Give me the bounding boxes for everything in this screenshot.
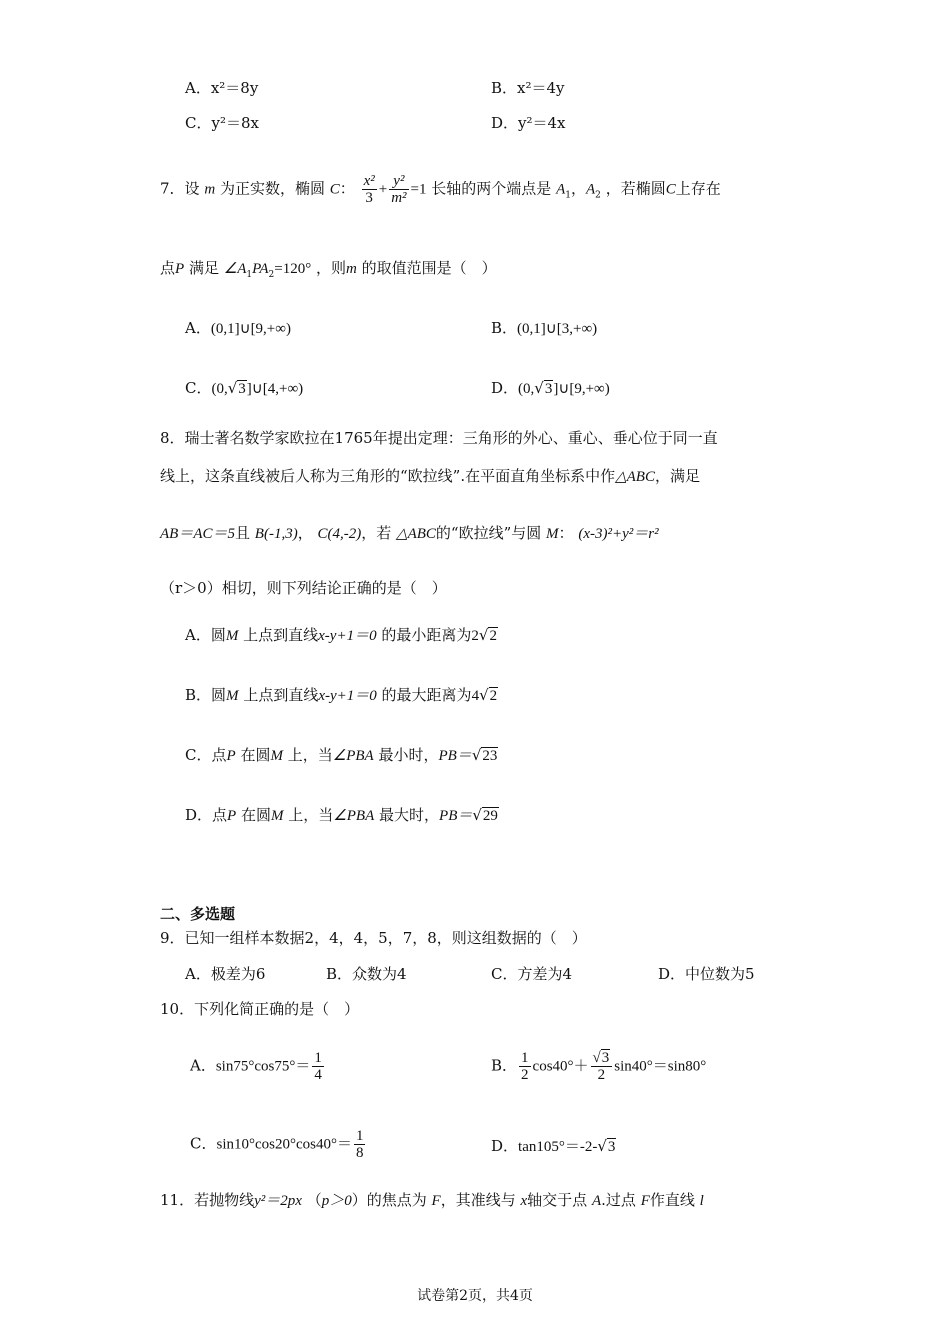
- q10-option-a: A．sin75°cos75°＝ $\frac{1}{4}$: [190, 1050, 322, 1083]
- q7-option-b: B．(0,1]∪[3,+∞): [491, 319, 598, 337]
- q6-option-b: B．x²＝4y: [491, 79, 565, 97]
- q8-option-d: D．点P 在圆M 上，当∠PBA 最大时，PB＝√29: [185, 806, 498, 824]
- q11-stem: 11．若抛物线y²＝2px （p＞0）的焦点为 F，其准线与 x轴交于点 A.过点 F作直线 l: [160, 1191, 704, 1209]
- q8-stem-line3: AB＝AC＝5且 B(-1,3)， C(4,-2)，若 △ABC的“欧拉线”与圆 M： (x-3)²+y²＝r²: [160, 524, 659, 542]
- q7-frac-x: $\frac{\text{x²}}{3}$: [363, 173, 375, 206]
- q7-option-a: A．(0,1]∪[9,+∞): [185, 319, 291, 337]
- q9-stem: 9．已知一组样本数据2，4，4，5，7，8，则这组数据的（ ）: [160, 929, 587, 947]
- q9-option-c: C．方差为4: [491, 965, 573, 983]
- q8-stem-line2: 线上，这条直线被后人称为三角形的“欧拉线”.在平面直角坐标系中作△ABC，满足: [160, 467, 700, 485]
- q10-option-c: C．sin10°cos20°cos40°＝ $\frac{1}{8}$: [190, 1128, 364, 1161]
- q9-option-b: B．众数为4: [326, 965, 407, 983]
- q7-option-d: D．(0,√3]∪[9,+∞): [491, 379, 610, 397]
- q7-frac-y: $\frac{\text{y²}}{\text{m²}}$: [391, 173, 407, 206]
- q10-option-b: B． $\frac{1}{2}$ cos40°＋ $\frac{√3}{2}$ sin40°＝sin80°: [491, 1050, 707, 1083]
- q10-stem: 10．下列化简正确的是（ ）: [160, 1000, 360, 1018]
- q9-option-d: D．中位数为5: [658, 965, 755, 983]
- q6-option-d: D．y²＝4x: [491, 114, 566, 132]
- q8-stem-line1: 8．瑞士著名数学家欧拉在1765年提出定理：三角形的外心、重心、垂心位于同一直: [160, 429, 718, 447]
- section-title: 二、多选题: [160, 905, 236, 923]
- q10-option-d: D．tan105°＝-2-√3: [491, 1137, 616, 1155]
- q8-option-a: A．圆M 上点到直线x-y+1＝0 的最小距离为2√2: [185, 626, 497, 644]
- q8-option-c: C．点P 在圆M 上，当∠PBA 最小时，PB＝√23: [185, 746, 498, 764]
- q7-stem-line1: 7．设 m 为正实数，椭圆 C： $\frac{\text{x²}}{3}$ + $\frac{\text{y²}}{\text{m²}}$ =1 长轴的两个端点是 $A_1$，$A_2$ ，若椭圆C上存在: [160, 173, 721, 206]
- page-footer: 试卷第2页，共4页: [417, 1288, 533, 1304]
- q9-option-a: A．极差为6: [185, 965, 266, 983]
- q6-option-a: A．x²＝8y: [185, 79, 259, 97]
- q7-stem-line2: 点P 满足 $\angle A_1PA_2=120^\circ$ ，则m 的取值范围是（ ）: [160, 259, 497, 280]
- q8-stem-line4: （r＞0）相切，则下列结论正确的是（ ）: [160, 579, 447, 597]
- q7-option-c: C．(0,√3]∪[4,+∞): [185, 379, 304, 397]
- q8-option-b: B．圆M 上点到直线x-y+1＝0 的最大距离为4√2: [185, 686, 498, 704]
- q6-option-c: C．y²＝8x: [185, 114, 259, 132]
